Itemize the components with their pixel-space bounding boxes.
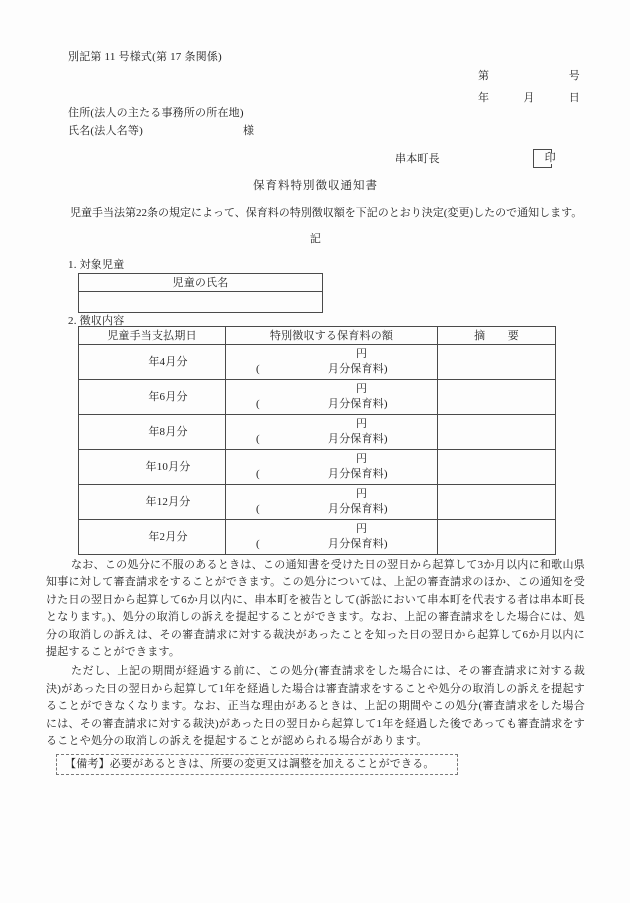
doc-number-prefix: 第 (478, 70, 490, 82)
honorific-label: 様 (242, 125, 255, 137)
note-header: 摘 要 (438, 327, 556, 345)
amount-unit: 円 (356, 348, 368, 360)
date-line (478, 91, 580, 105)
section2-label: 2. 徴収内容 (68, 315, 125, 327)
period-cell: 年10月分 (79, 450, 226, 485)
recipient-name-label: 氏名(法人名等) (68, 125, 143, 137)
amount-unit: 円 (356, 523, 368, 535)
table-row (79, 274, 323, 292)
note-cell (438, 450, 556, 485)
amount-paren-line: ( 月分保育料) (256, 433, 388, 445)
target-children-table (78, 273, 323, 313)
page-title: 保育料特別徴収通知書 (253, 180, 378, 192)
period-cell: 年2月分 (79, 520, 226, 555)
amount-unit: 円 (356, 418, 368, 430)
appeal-paragraph-2: ただし、上記の期間が経過する前に、この処分(審査請求をした場合には、その審査請求に対する裁決)があった日の翌日から起算して1年を経過した場合は審査請求をすることや処分の取消しの訴えを提起することができなくなります。なお、正当な理由があるときは、上記の期間やこの処分(審査請求をした場合には、その審査請求に対する裁決)があった日の翌日から起算して1年を経過した後であっても審査請求をすることや処分の取消しの訴えを提起することが認められる場合があります。 (46, 665, 585, 748)
issuer-line (46, 149, 585, 168)
note-cell (438, 380, 556, 415)
appeal-paragraph-1: なお、この処分に不服のあるときは、この通知書を受けた日の翌日から起算して3か月以内に和歌山県知事に対して審査請求をすることができます。この処分については、上記の審査請求のほか、この通知を受けた日の翌日から起算して6か月以内に、串本町を被告として(訴訟において串本町を代表する者は串本町長となります。)、処分の取消しの訴えを提起することができます。なお、上記の審査請求をした場合には、処分の取消しの訴えは、その審査請求に対する裁決があったことを知った日の翌日から起算して6か月以内に提起することができます。 (46, 559, 585, 659)
remarks-box: 【備考】必要があるときは、所要の変更又は調整を加えることができる。 (56, 754, 458, 775)
amount-cell (226, 485, 438, 520)
amount-cell (226, 380, 438, 415)
table-header-row (79, 327, 556, 345)
table-row (79, 292, 323, 313)
period-header: 児童手当支払期日 (79, 327, 226, 345)
amount-unit: 円 (356, 488, 368, 500)
amount-unit: 円 (356, 383, 368, 395)
period-cell: 年4月分 (79, 345, 226, 380)
collection-details-table (78, 326, 556, 555)
issuer-title: 串本町長 (395, 152, 440, 165)
child-name-header: 児童の氏名 (79, 274, 323, 292)
amount-cell (226, 450, 438, 485)
period-cell: 年12月分 (79, 485, 226, 520)
amount-paren-line: ( 月分保育料) (256, 363, 388, 375)
table-row (79, 450, 556, 485)
period-cell: 年8月分 (79, 415, 226, 450)
seal-box (533, 149, 556, 168)
table-row (79, 485, 556, 520)
form-reference-label: 別記第 11 号様式(第 17 条関係) (68, 51, 222, 63)
note-cell (438, 345, 556, 380)
period-cell: 年6月分 (79, 380, 226, 415)
amount-paren-line: ( 月分保育料) (256, 538, 388, 550)
amount-cell (226, 520, 438, 555)
doc-number-suffix: 号 (568, 70, 580, 82)
recipient-name-line (68, 124, 585, 138)
table-row (79, 380, 556, 415)
section1-label: 1. 対象児童 (68, 259, 125, 271)
note-cell (438, 415, 556, 450)
seal-mark-icon: 印 (544, 152, 556, 164)
amount-paren-line: ( 月分保育料) (256, 398, 388, 410)
date-year-label: 年 (478, 92, 490, 104)
intro-paragraph: 児童手当法第22条の規定によって、保育料の特別徴収額を下記のとおり決定(変更)したので通知します。 (70, 207, 583, 219)
document-number-line (478, 69, 580, 83)
date-day-label: 日 (568, 92, 580, 104)
amount-unit: 円 (356, 453, 368, 465)
table-row (79, 345, 556, 380)
note-cell (438, 520, 556, 555)
note-cell (438, 485, 556, 520)
amount-cell (226, 345, 438, 380)
recipient-address-label: 住所(法人の主たる事務所の所在地) (68, 107, 244, 119)
child-name-cell (79, 292, 323, 313)
amount-paren-line: ( 月分保育料) (256, 503, 388, 515)
amount-header: 特別徴収する保育料の額 (226, 327, 438, 345)
ki-marker: 記 (309, 233, 322, 245)
table-row (79, 520, 556, 555)
date-month-label: 月 (523, 92, 535, 104)
amount-cell (226, 415, 438, 450)
table-row (79, 415, 556, 450)
amount-paren-line: ( 月分保育料) (256, 468, 388, 480)
